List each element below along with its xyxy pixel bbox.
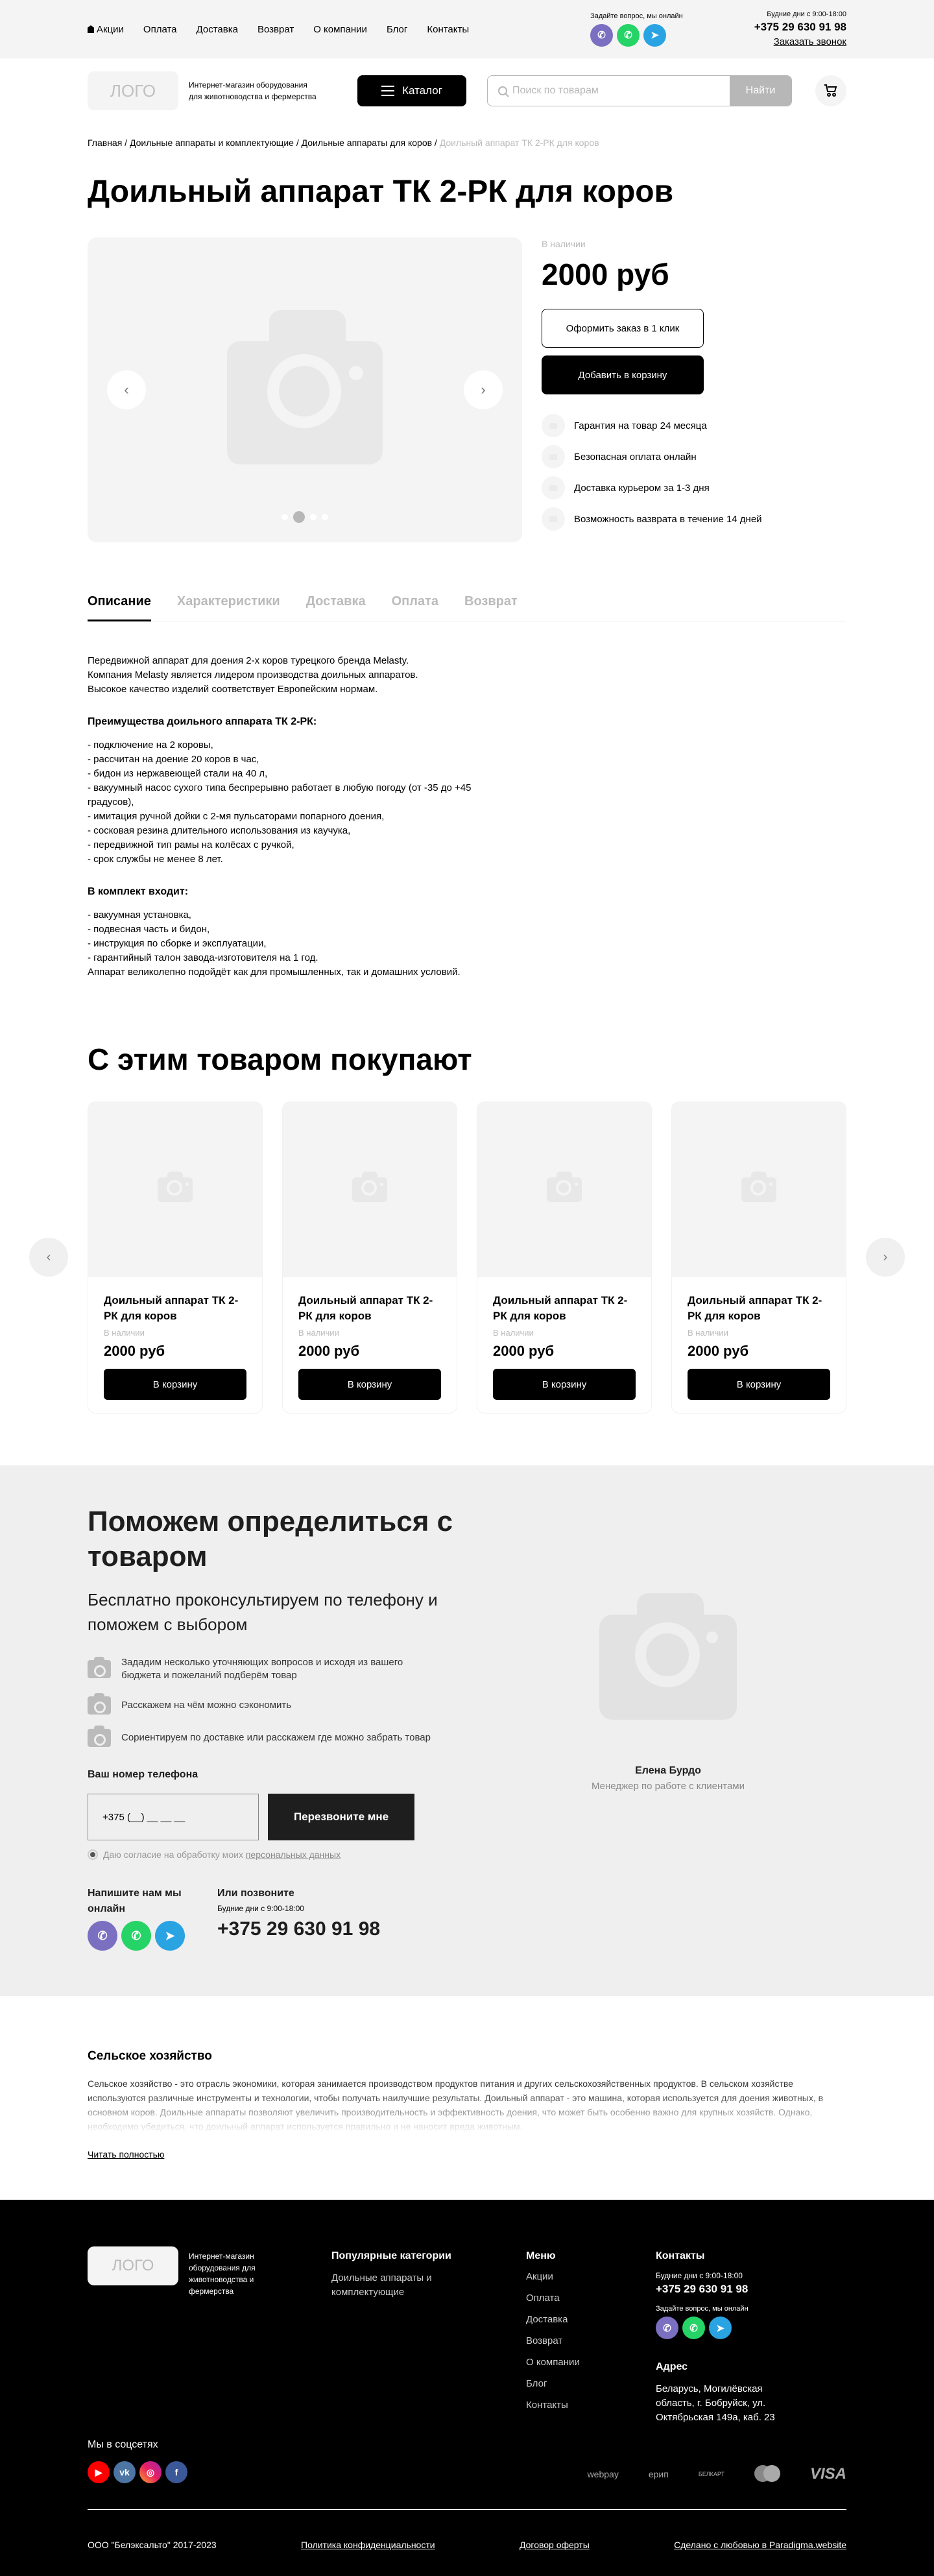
call-us-title: Или позвоните — [217, 1888, 294, 1899]
tab-return[interactable]: Возврат — [464, 594, 518, 608]
phone-field-label: Ваш номер телефона — [88, 1769, 198, 1780]
breadcrumb-subcategory[interactable]: Доильные аппараты для коров — [301, 138, 433, 148]
feature-label: Гарантия на товар 24 месяца — [574, 420, 707, 431]
carousel-next-button[interactable] — [866, 1238, 905, 1277]
product-price: 2000 руб — [542, 258, 669, 291]
related-title: С этим товаром покупают — [88, 1042, 472, 1076]
whatsapp-icon[interactable]: ✆ — [682, 2317, 705, 2339]
description-text: Передвижной аппарат для доения 2-х коров турецкого бренда Melasty. — [88, 655, 409, 666]
top-nav-delivery[interactable]: Доставка — [196, 23, 238, 35]
one-click-order-button[interactable]: Оформить заказ в 1 клик — [542, 309, 704, 348]
footer-contacts — [656, 2250, 785, 2425]
consultation-point — [88, 1656, 490, 1682]
seo-text: Сельское хозяйство - это отрасль экономики, которая занимается производством продуктов питания и других сельскохозяйственных продуктов. В сельском хозяйстве используются различные инструменты и технологии, чтобы получать наилучшие результаты. Доильный аппарат - это машина, которая используется для доения животных, в основном коров. Доильные аппараты позволяют увеличить производительность и эффективность доения, что может быть особенно важно для крупных хозяйств. Однако, необходимо убедиться, что доильный аппарат используется правильно и не наносит вреда животным. — [88, 2076, 846, 2134]
feature-item — [542, 414, 762, 437]
top-nav-label: Акции — [97, 23, 124, 35]
vk-icon[interactable]: vk — [114, 2461, 136, 2483]
product-card-stock: В наличии — [493, 1328, 534, 1338]
footer-menu-delivery[interactable]: Доставка — [526, 2314, 568, 2325]
telegram-icon[interactable]: ➤ — [709, 2317, 732, 2339]
cart-icon — [824, 84, 838, 97]
consent-radio[interactable] — [88, 1849, 98, 1860]
delivery-icon — [542, 476, 565, 500]
menu-icon — [381, 86, 394, 96]
seo-title: Сельское хозяйство — [88, 2049, 212, 2063]
manager-name: Елена Бурдо — [635, 1765, 701, 1776]
add-to-cart-button[interactable]: В корзину — [104, 1369, 246, 1400]
top-nav — [88, 24, 469, 35]
call-me-button[interactable]: Перезвоните мне — [268, 1794, 414, 1840]
manager-role: Менеджер по работе с клиентами — [592, 1781, 745, 1792]
consultation-section — [0, 1465, 934, 1996]
feature-item — [542, 476, 762, 500]
feature-label: Безопасная оплата онлайн — [574, 451, 697, 463]
related-carousel — [46, 1101, 888, 1414]
footer-category-link[interactable]: Доильные аппараты и комплектующие — [331, 2272, 432, 2298]
breadcrumb-separator: / — [122, 138, 130, 148]
product-card-price: 2000 руб — [298, 1343, 360, 1359]
description-content — [88, 654, 477, 980]
camera-placeholder-icon — [741, 1177, 776, 1202]
manager-photo-placeholder-icon — [599, 1615, 737, 1720]
product-card-image[interactable] — [672, 1102, 846, 1277]
add-to-cart-button[interactable]: В корзину — [493, 1369, 636, 1400]
chevron-left-icon: ‹ — [46, 1249, 51, 1264]
footer-divider — [88, 2509, 846, 2510]
top-nav-about[interactable]: О компании — [313, 23, 367, 35]
main — [46, 138, 888, 1414]
product-card-image[interactable] — [283, 1102, 457, 1277]
kit-item: - подвесная часть и бидон, — [88, 924, 210, 935]
consent-row — [88, 1849, 490, 1860]
gallery-dot[interactable] — [310, 514, 317, 520]
order-callback-link[interactable]: Заказать звонок — [773, 36, 846, 47]
top-contact — [754, 10, 846, 48]
breadcrumb-home[interactable]: Главная — [88, 138, 123, 148]
footer-menu-promo[interactable]: Акции — [526, 2271, 553, 2282]
secure-payment-icon — [542, 445, 565, 468]
youtube-icon[interactable]: ▶ — [88, 2461, 110, 2483]
viber-icon[interactable]: ✆ — [590, 24, 613, 47]
footer-categories-title: Популярные категории — [331, 2250, 451, 2261]
work-hours: Будние дни с 9:00-18:00 — [767, 10, 846, 18]
warranty-icon — [542, 414, 565, 437]
camera-placeholder-icon — [158, 1177, 193, 1202]
search-placeholder: Поиск по товарам — [512, 85, 599, 96]
online-label: Задайте вопрос, мы онлайн — [590, 12, 683, 20]
feature-label: Возможность вазврата в течение 14 дней — [574, 513, 762, 525]
mastercard-icon — [754, 2465, 780, 2483]
facebook-icon[interactable]: f — [165, 2461, 187, 2483]
logo-description: Интернет-магазин оборудования для животноводства и фермерства — [189, 80, 317, 101]
personal-data-link[interactable]: персональных данных — [245, 1849, 341, 1860]
footer-menu-return[interactable]: Возврат — [526, 2335, 563, 2346]
footer-categories — [331, 2250, 526, 2425]
product-card-image[interactable] — [477, 1102, 651, 1277]
top-online — [590, 12, 683, 47]
footer — [0, 2200, 934, 2576]
add-to-cart-button[interactable]: В корзину — [688, 1369, 830, 1400]
feature-label: Доставка курьером за 1-3 дня — [574, 482, 710, 494]
whatsapp-icon[interactable]: ✆ — [121, 1921, 151, 1951]
manager-card — [490, 1504, 846, 1951]
seo-section — [0, 1996, 934, 2200]
header — [0, 58, 934, 123]
consent-label: Даю согласие на обработку моих — [103, 1849, 246, 1860]
consultation-title: Поможем определиться с товаром — [88, 1506, 453, 1572]
breadcrumb-separator: / — [293, 138, 302, 148]
product-card-stock: В наличии — [298, 1328, 339, 1338]
advantage-item: - срок службы не менее 8 лет. — [88, 854, 223, 865]
phone-input[interactable]: +375 (__) __ __ __ — [88, 1794, 259, 1840]
footer-logo-description: Интернет-магазин оборудования для животноводства и фермерства — [189, 2252, 256, 2296]
consultation-subtitle: Бесплатно проконсультируем по телефону и поможем с выбором — [88, 1590, 438, 1634]
footer-contacts-title: Контакты — [656, 2250, 705, 2261]
chevron-left-icon: ‹ — [124, 381, 129, 398]
instagram-icon[interactable]: ◎ — [139, 2461, 162, 2483]
camera-icon — [88, 1729, 111, 1747]
kit-item: - вакуумная установка, — [88, 909, 191, 921]
phone-link[interactable]: +375 29 630 91 98 — [754, 21, 846, 33]
payment-methods — [588, 2465, 846, 2483]
feature-item — [542, 445, 762, 468]
add-to-cart-button[interactable]: Добавить в корзину — [542, 355, 704, 394]
top-nav-promo[interactable] — [88, 24, 124, 35]
top-nav-return[interactable]: Возврат — [257, 23, 294, 35]
visa-icon: VISA — [809, 2465, 846, 2483]
add-to-cart-button[interactable]: В корзину — [298, 1369, 441, 1400]
viber-icon[interactable]: ✆ — [656, 2317, 678, 2339]
advantage-item: - подключение на 2 коровы, — [88, 740, 213, 751]
product-gallery — [88, 237, 522, 542]
advantage-item: - бидон из нержавеющей стали на 40 л, — [88, 768, 268, 779]
breadcrumb-category[interactable]: Доильные аппараты и комплектующие — [129, 138, 294, 148]
kit-item: - инструкция по сборке и эксплуатации, — [88, 938, 267, 949]
product-card-price: 2000 руб — [688, 1343, 749, 1359]
kit-item: - гарантийный талон завода-изготовителя на 1 год. — [88, 952, 318, 963]
footer-logo[interactable]: ЛОГО — [88, 2246, 178, 2285]
return-icon — [542, 507, 565, 531]
product-card-image[interactable] — [88, 1102, 262, 1277]
advantage-item: - имитация ручной дойки с 2-мя пульсаторами попарного доения, — [88, 811, 385, 822]
webpay-icon: webpay — [587, 2469, 619, 2479]
product-card-stock: В наличии — [104, 1328, 145, 1338]
search-input[interactable] — [488, 76, 730, 106]
tab-description[interactable]: Описание — [88, 594, 151, 621]
phone-link[interactable]: +375 29 630 91 98 — [217, 1918, 381, 1940]
advantages-heading: Преимущества доильного аппарата ТК 2-РК: — [88, 716, 317, 727]
top-bar — [0, 0, 934, 58]
advantage-item: - передвижной тип рамы на колёсах с ручкой, — [88, 839, 294, 850]
gallery-next-button[interactable] — [464, 370, 503, 409]
chevron-right-icon: › — [481, 381, 486, 398]
product-tabs — [88, 594, 846, 621]
advantage-item: - вакуумный насос сухого типа беспрерывно работает в любую погоду (от -35 до +45 градусов), — [88, 782, 472, 808]
read-more-link[interactable]: Читать полностью — [88, 2149, 165, 2160]
product-card-price: 2000 руб — [493, 1343, 555, 1359]
advantage-item: - сосковая резина длительного использования из каучука, — [88, 825, 351, 836]
carousel-prev-button[interactable] — [29, 1238, 68, 1277]
advantage-item: - рассчитан на доение 20 коров в час, — [88, 754, 259, 765]
catalog-button[interactable] — [357, 75, 466, 106]
camera-placeholder-icon — [352, 1177, 387, 1202]
tab-delivery[interactable]: Доставка — [305, 594, 366, 608]
social-title: Мы в соцсетях — [88, 2439, 158, 2450]
point-text: Сориентируем по доставке или расскажем где можно забрать товар — [121, 1732, 431, 1743]
product-card[interactable] — [477, 1101, 652, 1414]
camera-icon — [88, 1696, 111, 1715]
search-bar — [487, 75, 792, 106]
offer-agreement-link[interactable]: Договор оферты — [519, 2540, 590, 2550]
breadcrumb-current: Доильный аппарат ТК 2-РК для коров — [439, 138, 599, 148]
product-card-stock: В наличии — [688, 1328, 728, 1338]
cart-button[interactable] — [815, 75, 846, 106]
erip-icon: ерип — [648, 2469, 669, 2479]
footer-menu-title: Меню — [526, 2250, 556, 2261]
privacy-policy-link[interactable]: Политика конфиденциальности — [301, 2540, 435, 2550]
gallery-dots — [281, 511, 328, 523]
whatsapp-icon[interactable]: ✆ — [617, 24, 640, 47]
tab-specs[interactable]: Характеристики — [176, 594, 280, 608]
camera-placeholder-icon — [227, 341, 383, 464]
product-card-name[interactable]: Доильный аппарат ТК 2-РК для коров — [298, 1294, 433, 1322]
footer-menu-contacts[interactable]: Контакты — [526, 2400, 568, 2411]
top-nav-payment[interactable]: Оплата — [143, 23, 177, 35]
product-card-price: 2000 руб — [104, 1343, 165, 1359]
phone-link[interactable]: +375 29 630 91 98 — [656, 2283, 748, 2295]
developer-link[interactable]: Сделано с любовью в Paradigma.website — [674, 2540, 846, 2550]
product-card-name[interactable]: Доильный аппарат ТК 2-РК для коров — [104, 1294, 239, 1322]
description-text: Высокое качество изделий соответствует Европейским нормам. — [88, 684, 378, 695]
logo[interactable]: ЛОГО — [88, 71, 178, 110]
footer-menu-blog[interactable]: Блог — [526, 2378, 547, 2389]
address-text: Беларусь, Могилёвская область, г. Бобруйск, ул. Октябрьская 149а, каб. 23 — [656, 2383, 775, 2423]
breadcrumb — [88, 138, 846, 148]
work-hours: Будние дни с 9:00-18:00 — [217, 1904, 304, 1913]
consultation-point — [88, 1696, 490, 1715]
product-card[interactable] — [282, 1101, 457, 1414]
gallery-dot[interactable] — [281, 514, 288, 520]
point-text: Зададим несколько уточняющих вопросов и исходя из вашего бюджета и пожеланий подберём товар — [121, 1657, 403, 1681]
consultation-points — [88, 1656, 490, 1747]
gallery-prev-button[interactable] — [107, 370, 146, 409]
stock-status: В наличии — [542, 239, 586, 249]
online-label: Задайте вопрос, мы онлайн — [656, 2305, 748, 2313]
footer-menu — [526, 2250, 656, 2425]
top-nav-blog[interactable]: Блог — [386, 23, 408, 35]
address-title: Адрес — [656, 2361, 688, 2372]
chevron-right-icon: › — [883, 1249, 888, 1264]
write-us-title: Напишите нам мы онлайн — [88, 1888, 182, 1914]
kit-heading: В комплект входит: — [88, 886, 189, 897]
product-card-name[interactable]: Доильный аппарат ТК 2-РК для коров — [493, 1294, 628, 1322]
breadcrumb-separator: / — [432, 138, 440, 148]
buy-panel — [542, 237, 762, 542]
product-section — [88, 237, 846, 542]
tab-payment[interactable]: Оплата — [391, 594, 438, 608]
catalog-label: Каталог — [402, 84, 442, 97]
search-button[interactable]: Найти — [730, 76, 791, 106]
description-text: Компания Melasty является лидером производства доильных аппаратов. — [88, 669, 418, 680]
telegram-icon[interactable]: ➤ — [643, 24, 666, 47]
top-nav-contacts[interactable]: Контакты — [427, 23, 470, 35]
footer-menu-about[interactable]: О компании — [526, 2357, 580, 2368]
point-text: Расскажем на чём можно сэкономить — [121, 1700, 292, 1711]
consent-text — [103, 1849, 341, 1860]
viber-icon[interactable]: ✆ — [88, 1921, 117, 1951]
gallery-dot-active[interactable] — [293, 511, 305, 523]
consultation-point — [88, 1729, 490, 1747]
product-card-name[interactable]: Доильный аппарат ТК 2-РК для коров — [688, 1294, 822, 1322]
product-card[interactable] — [671, 1101, 846, 1414]
work-hours: Будние дни с 9:00-18:00 — [656, 2271, 743, 2280]
footer-menu-payment[interactable]: Оплата — [526, 2293, 560, 2304]
telegram-icon[interactable]: ➤ — [155, 1921, 185, 1951]
product-card[interactable] — [88, 1101, 263, 1414]
camera-placeholder-icon — [547, 1177, 582, 1202]
camera-icon — [88, 1660, 111, 1678]
belkart-icon: БЕЛКАРТ — [698, 2471, 724, 2477]
kit-item: Аппарат великолепно подойдёт как для промышленных, так и домашних условий. — [88, 967, 461, 978]
page-title: Доильный аппарат ТК 2-РК для коров — [88, 175, 674, 209]
gallery-dot[interactable] — [322, 514, 328, 520]
search-icon — [498, 86, 507, 95]
tag-icon — [88, 25, 94, 33]
feature-item — [542, 507, 762, 531]
copyright: ООО "Белэксальто" 2017-2023 — [88, 2540, 217, 2550]
product-features — [542, 414, 762, 531]
